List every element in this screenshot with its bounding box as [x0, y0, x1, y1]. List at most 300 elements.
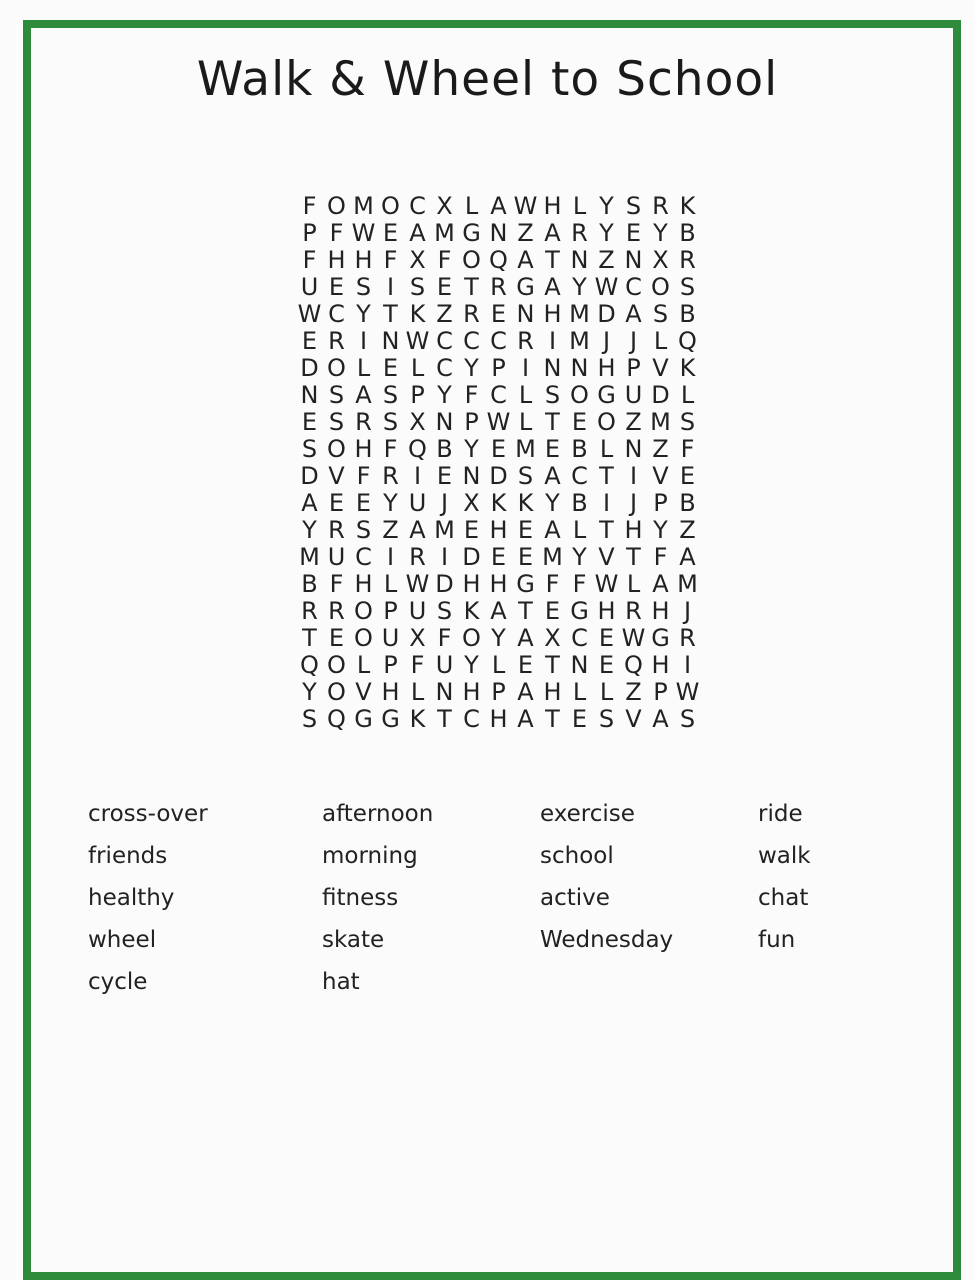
grid-letter: H	[543, 192, 562, 220]
grid-letter: K	[517, 489, 534, 517]
grid-letter: H	[327, 246, 346, 274]
grid-letter: S	[517, 462, 534, 490]
word-list-item: friends	[88, 843, 168, 869]
grid-letter: X	[409, 624, 426, 652]
grid-row	[296, 220, 701, 247]
grid-letter: E	[598, 624, 615, 652]
grid-letter: C	[625, 273, 642, 301]
grid-row	[296, 301, 701, 328]
word-list-item: cycle	[88, 969, 148, 995]
grid-letter: M	[434, 219, 455, 247]
grid-letter: F	[572, 570, 587, 598]
grid-letter: K	[463, 597, 480, 625]
grid-letter: R	[409, 543, 426, 571]
grid-letter: A	[625, 300, 642, 328]
grid-letter: L	[410, 354, 425, 382]
grid-letter: W	[513, 192, 538, 220]
grid-letter: E	[679, 462, 696, 490]
grid-letter: O	[462, 624, 481, 652]
grid-letter: S	[382, 381, 399, 409]
grid-letter: C	[436, 354, 453, 382]
grid-letter: L	[356, 354, 371, 382]
grid-letter: V	[598, 543, 615, 571]
grid-letter: F	[356, 462, 371, 490]
grid-letter: F	[302, 246, 317, 274]
grid-letter: L	[572, 678, 587, 706]
grid-letter: I	[683, 651, 692, 679]
grid-letter: E	[382, 219, 399, 247]
grid-letter: Y	[653, 516, 668, 544]
grid-letter: R	[679, 246, 696, 274]
word-list-item: ride	[758, 801, 803, 827]
grid-letter: U	[327, 543, 346, 571]
word-list-item: walk	[758, 843, 811, 869]
grid-letter: R	[328, 597, 345, 625]
grid-row	[296, 598, 701, 625]
grid-letter: W	[675, 678, 700, 706]
grid-letter: C	[490, 381, 507, 409]
grid-letter: L	[572, 516, 587, 544]
grid-letter: C	[328, 300, 345, 328]
grid-letter: A	[517, 624, 534, 652]
grid-letter: F	[437, 246, 452, 274]
grid-letter: E	[436, 273, 453, 301]
grid-letter: F	[464, 381, 479, 409]
grid-letter: T	[545, 651, 560, 679]
grid-letter: J	[629, 327, 638, 355]
grid-letter: M	[569, 300, 590, 328]
grid-letter: H	[543, 678, 562, 706]
word-list-item: active	[540, 885, 610, 911]
grid-letter: N	[489, 219, 508, 247]
grid-letter: L	[464, 192, 479, 220]
grid-letter: E	[436, 462, 453, 490]
grid-letter: P	[383, 597, 398, 625]
grid-letter: R	[679, 624, 696, 652]
grid-letter: H	[651, 597, 670, 625]
grid-letter: S	[301, 435, 318, 463]
grid-letter: Y	[464, 354, 479, 382]
grid-letter: E	[598, 651, 615, 679]
grid-letter: O	[327, 354, 346, 382]
letter-grid	[296, 193, 701, 733]
grid-letter: L	[518, 408, 533, 436]
grid-letter: E	[301, 408, 318, 436]
grid-letter: C	[571, 624, 588, 652]
grid-letter: J	[602, 327, 611, 355]
grid-letter: F	[329, 570, 344, 598]
grid-row	[296, 490, 701, 517]
grid-letter: I	[629, 462, 638, 490]
grid-row	[296, 274, 701, 301]
grid-letter: Q	[678, 327, 697, 355]
grid-letter: L	[626, 570, 641, 598]
grid-letter: E	[625, 219, 642, 247]
grid-letter: M	[515, 435, 536, 463]
grid-letter: L	[383, 570, 398, 598]
grid-letter: A	[544, 516, 561, 544]
grid-letter: W	[405, 570, 430, 598]
grid-letter: V	[625, 705, 642, 733]
grid-letter: F	[302, 192, 317, 220]
grid-letter: T	[383, 300, 398, 328]
grid-letter: A	[517, 705, 534, 733]
grid-letter: S	[328, 381, 345, 409]
grid-letter: L	[599, 678, 614, 706]
grid-letter: E	[328, 489, 345, 517]
grid-letter: O	[327, 435, 346, 463]
grid-letter: A	[544, 273, 561, 301]
grid-letter: X	[463, 489, 480, 517]
grid-letter: M	[299, 543, 320, 571]
word-list-item: fitness	[322, 885, 399, 911]
grid-letter: I	[386, 273, 395, 301]
grid-letter: E	[517, 543, 534, 571]
grid-letter: S	[328, 408, 345, 436]
grid-letter: E	[571, 408, 588, 436]
grid-letter: N	[570, 651, 589, 679]
grid-letter: Y	[599, 192, 614, 220]
word-list-column	[322, 793, 433, 1003]
grid-letter: O	[327, 192, 346, 220]
grid-letter: P	[626, 354, 641, 382]
grid-letter: L	[410, 678, 425, 706]
grid-letter: R	[382, 462, 399, 490]
grid-letter: Y	[572, 273, 587, 301]
grid-letter: E	[517, 516, 534, 544]
grid-letter: B	[571, 435, 588, 463]
word-list-item: cross-over	[88, 801, 208, 827]
grid-letter: Y	[356, 300, 371, 328]
grid-letter: S	[301, 705, 318, 733]
grid-letter: P	[302, 219, 317, 247]
grid-letter: H	[381, 678, 400, 706]
grid-letter: I	[521, 354, 530, 382]
word-list-column	[758, 793, 811, 961]
grid-letter: Y	[302, 678, 317, 706]
grid-letter: G	[381, 705, 400, 733]
grid-letter: N	[435, 678, 454, 706]
grid-letter: O	[597, 408, 616, 436]
grid-letter: F	[653, 543, 668, 571]
grid-letter: T	[545, 246, 560, 274]
grid-letter: S	[679, 705, 696, 733]
grid-letter: O	[354, 624, 373, 652]
word-list-item: chat	[758, 885, 809, 911]
grid-letter: F	[680, 435, 695, 463]
grid-letter: T	[599, 516, 614, 544]
grid-letter: U	[300, 273, 319, 301]
grid-letter: N	[381, 327, 400, 355]
word-list-item: exercise	[540, 801, 635, 827]
grid-letter: J	[683, 597, 692, 625]
grid-letter: H	[624, 516, 643, 544]
grid-letter: B	[679, 489, 696, 517]
grid-letter: M	[434, 516, 455, 544]
grid-letter: H	[489, 570, 508, 598]
grid-letter: B	[301, 570, 318, 598]
grid-letter: Y	[464, 651, 479, 679]
grid-letter: W	[405, 327, 430, 355]
grid-letter: N	[570, 354, 589, 382]
grid-letter: L	[356, 651, 371, 679]
word-list-item: afternoon	[322, 801, 434, 827]
grid-letter: N	[516, 300, 535, 328]
grid-row	[296, 463, 701, 490]
grid-letter: F	[329, 219, 344, 247]
grid-letter: Z	[652, 435, 669, 463]
grid-letter: Q	[300, 651, 319, 679]
grid-row	[296, 652, 701, 679]
grid-letter: X	[409, 246, 426, 274]
grid-letter: E	[571, 705, 588, 733]
grid-letter: T	[626, 543, 641, 571]
grid-letter: H	[489, 705, 508, 733]
grid-letter: Z	[382, 516, 399, 544]
grid-letter: Z	[625, 408, 642, 436]
grid-row	[296, 571, 701, 598]
word-list	[0, 793, 975, 1033]
grid-letter: H	[651, 651, 670, 679]
grid-letter: Y	[653, 219, 668, 247]
grid-letter: T	[518, 597, 533, 625]
grid-letter: E	[301, 327, 318, 355]
grid-letter: C	[409, 192, 426, 220]
grid-letter: B	[679, 219, 696, 247]
grid-letter: H	[543, 300, 562, 328]
grid-letter: I	[359, 327, 368, 355]
grid-letter: S	[679, 273, 696, 301]
grid-letter: X	[652, 246, 669, 274]
grid-letter: K	[409, 705, 426, 733]
grid-letter: R	[652, 192, 669, 220]
grid-letter: T	[437, 705, 452, 733]
grid-letter: D	[300, 354, 319, 382]
grid-letter: L	[653, 327, 668, 355]
grid-letter: K	[409, 300, 426, 328]
grid-letter: M	[542, 543, 563, 571]
grid-letter: W	[621, 624, 646, 652]
grid-letter: L	[680, 381, 695, 409]
grid-letter: A	[409, 219, 426, 247]
grid-letter: L	[599, 435, 614, 463]
grid-letter: E	[355, 489, 372, 517]
grid-letter: A	[517, 246, 534, 274]
grid-letter: U	[408, 489, 427, 517]
grid-letter: S	[355, 273, 372, 301]
grid-letter: N	[435, 408, 454, 436]
grid-letter: C	[436, 327, 453, 355]
grid-letter: O	[381, 192, 400, 220]
grid-letter: H	[597, 354, 616, 382]
grid-letter: J	[629, 489, 638, 517]
grid-letter: F	[437, 624, 452, 652]
grid-letter: V	[355, 678, 372, 706]
grid-letter: Z	[598, 246, 615, 274]
grid-letter: R	[571, 219, 588, 247]
grid-letter: X	[544, 624, 561, 652]
grid-letter: T	[545, 705, 560, 733]
grid-letter: A	[652, 570, 669, 598]
grid-letter: I	[548, 327, 557, 355]
word-list-column	[88, 793, 208, 1003]
word-list-item: skate	[322, 927, 385, 953]
grid-row	[296, 328, 701, 355]
grid-letter: M	[569, 327, 590, 355]
grid-letter: P	[410, 381, 425, 409]
word-list-item: hat	[322, 969, 360, 995]
grid-letter: A	[490, 597, 507, 625]
grid-letter: Z	[625, 678, 642, 706]
grid-letter: S	[625, 192, 642, 220]
grid-letter: R	[517, 327, 534, 355]
grid-letter: U	[624, 381, 643, 409]
grid-letter: H	[462, 570, 481, 598]
grid-letter: H	[354, 246, 373, 274]
grid-letter: A	[544, 462, 561, 490]
page-title: Walk & Wheel to School	[196, 52, 779, 107]
grid-row	[296, 517, 701, 544]
grid-letter: O	[354, 597, 373, 625]
grid-row	[296, 679, 701, 706]
grid-letter: W	[594, 570, 619, 598]
word-list-item: wheel	[88, 927, 157, 953]
grid-letter: E	[490, 300, 507, 328]
grid-letter: R	[463, 300, 480, 328]
grid-letter: W	[594, 273, 619, 301]
grid-letter: T	[464, 273, 479, 301]
grid-letter: A	[409, 516, 426, 544]
grid-letter: X	[409, 408, 426, 436]
grid-letter: E	[328, 273, 345, 301]
grid-letter: R	[355, 408, 372, 436]
grid-row	[296, 436, 701, 463]
grid-letter: R	[625, 597, 642, 625]
grid-letter: E	[544, 435, 561, 463]
word-list-item: fun	[758, 927, 796, 953]
grid-letter: E	[544, 597, 561, 625]
grid-letter: F	[383, 246, 398, 274]
grid-letter: N	[624, 435, 643, 463]
word-list-item: Wednesday	[540, 927, 674, 953]
grid-letter: R	[490, 273, 507, 301]
grid-letter: D	[435, 570, 454, 598]
grid-letter: U	[408, 597, 427, 625]
grid-letter: E	[490, 543, 507, 571]
grid-letter: A	[355, 381, 372, 409]
grid-letter: O	[327, 651, 346, 679]
grid-letter: S	[652, 300, 669, 328]
grid-letter: K	[679, 192, 696, 220]
grid-letter: A	[301, 489, 318, 517]
grid-letter: F	[545, 570, 560, 598]
grid-letter: M	[677, 570, 698, 598]
grid-letter: S	[436, 597, 453, 625]
word-list-column	[540, 793, 673, 961]
grid-letter: M	[353, 192, 374, 220]
grid-letter: R	[301, 597, 318, 625]
grid-letter: C	[571, 462, 588, 490]
grid-letter: N	[624, 246, 643, 274]
grid-letter: G	[462, 219, 481, 247]
grid-letter: O	[570, 381, 589, 409]
grid-letter: M	[650, 408, 671, 436]
grid-letter: W	[486, 408, 511, 436]
grid-letter: D	[489, 462, 508, 490]
grid-letter: G	[651, 624, 670, 652]
grid-letter: C	[463, 705, 480, 733]
grid-letter: H	[354, 570, 373, 598]
grid-letter: H	[462, 678, 481, 706]
grid-letter: D	[300, 462, 319, 490]
grid-letter: P	[383, 651, 398, 679]
grid-letter: U	[381, 624, 400, 652]
grid-letter: P	[491, 678, 506, 706]
grid-letter: N	[462, 462, 481, 490]
grid-letter: W	[297, 300, 322, 328]
grid-row	[296, 625, 701, 652]
grid-letter: S	[382, 408, 399, 436]
grid-letter: E	[382, 354, 399, 382]
grid-row	[296, 544, 701, 571]
grid-letter: Z	[517, 219, 534, 247]
grid-row	[296, 706, 701, 733]
grid-letter: V	[652, 354, 669, 382]
grid-letter: E	[490, 435, 507, 463]
grid-letter: F	[383, 435, 398, 463]
grid-letter: Y	[545, 489, 560, 517]
word-list-item: school	[540, 843, 614, 869]
grid-letter: S	[355, 516, 372, 544]
grid-letter: O	[651, 273, 670, 301]
grid-letter: Q	[408, 435, 427, 463]
grid-letter: N	[543, 354, 562, 382]
grid-letter: P	[464, 408, 479, 436]
grid-letter: O	[327, 678, 346, 706]
grid-letter: Y	[437, 381, 452, 409]
grid-letter: D	[651, 381, 670, 409]
grid-letter: D	[597, 300, 616, 328]
grid-row	[296, 382, 701, 409]
grid-letter: P	[653, 489, 668, 517]
grid-letter: P	[653, 678, 668, 706]
grid-letter: F	[410, 651, 425, 679]
grid-letter: C	[490, 327, 507, 355]
grid-letter: E	[517, 651, 534, 679]
grid-letter: Q	[327, 705, 346, 733]
grid-row	[296, 193, 701, 220]
grid-letter: Y	[464, 435, 479, 463]
grid-letter: G	[516, 273, 535, 301]
grid-letter: T	[599, 462, 614, 490]
grid-letter: B	[679, 300, 696, 328]
grid-letter: H	[597, 597, 616, 625]
grid-letter: D	[462, 543, 481, 571]
grid-letter: C	[355, 543, 372, 571]
grid-letter: G	[516, 570, 535, 598]
grid-letter: E	[463, 516, 480, 544]
grid-letter: S	[598, 705, 615, 733]
grid-letter: H	[489, 516, 508, 544]
word-list-item: morning	[322, 843, 418, 869]
grid-letter: V	[328, 462, 345, 490]
grid-letter: Q	[624, 651, 643, 679]
word-list-item: healthy	[88, 885, 175, 911]
grid-letter: Y	[383, 489, 398, 517]
grid-letter: C	[463, 327, 480, 355]
grid-letter: N	[570, 246, 589, 274]
grid-letter: X	[436, 192, 453, 220]
